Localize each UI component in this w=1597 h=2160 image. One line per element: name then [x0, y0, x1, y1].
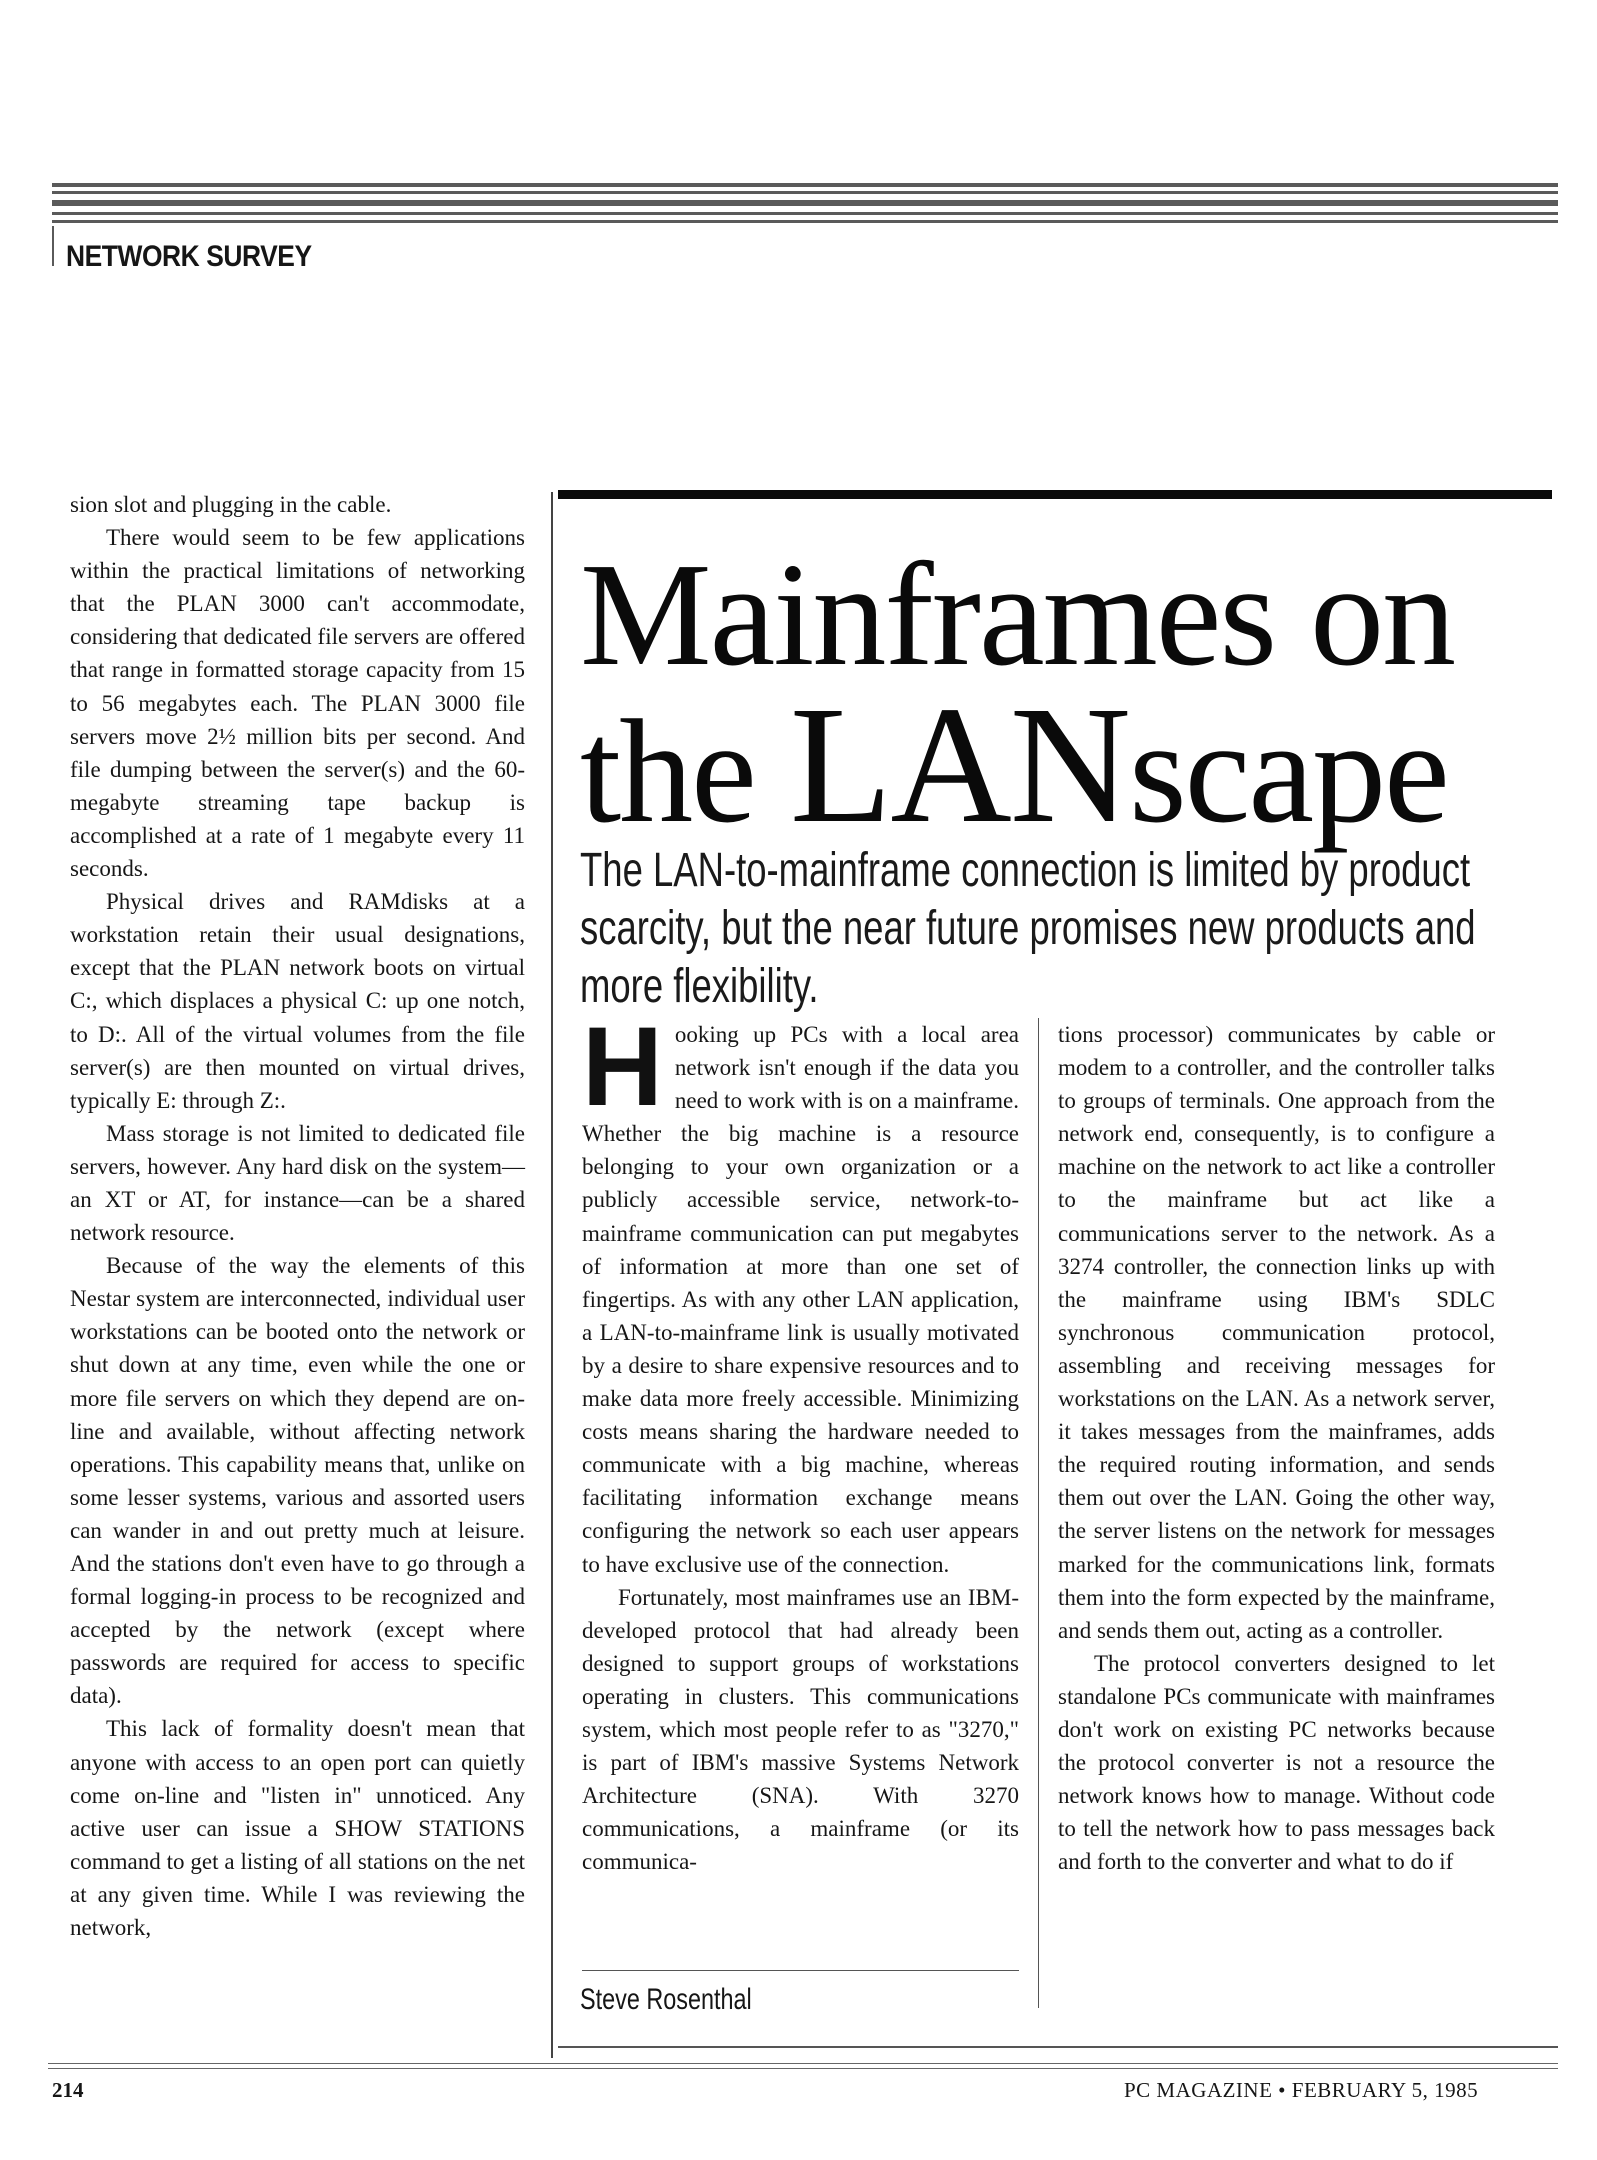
- footer-rule: [48, 2063, 1558, 2064]
- byline-rule: [582, 1970, 1019, 1971]
- middle-paragraph-1: [582, 1004, 1019, 1581]
- right-column: [1058, 1018, 1495, 1878]
- section-side-rule: [52, 226, 54, 266]
- headline-line-2c: scape: [1129, 690, 1448, 854]
- publication-footer: PC MAGAZINE • FEBRUARY 5, 1985: [1124, 2078, 1479, 2102]
- middle-paragraph-2: Fortunately, most mainframes use an IBM-developed protocol that had already been designed to support groups of workstations operating in clusters. This communications system, which most people refer to as "3270," is part of IBM's massive Systems Network Architecture (SNA). With 3270 communications, a mainframe (or its communica-: [582, 1584, 1019, 1875]
- left-paragraph: Mass storage is not limited to dedicated file servers, however. Any hard disk on the system—an XT or AT, for instance—can be a shared network resource.: [70, 1120, 525, 1246]
- headline: [580, 533, 1560, 858]
- masthead-rule-2: [52, 191, 1558, 194]
- left-paragraph: Because of the way the elements of this Nestar system are interconnected, individual user workstations can be booted onto the network or shut down at any time, even while the one or more file servers on which they depend are on-line and available, without affecting network operations. This capability means that, unlike on some lesser systems, various and assorted users can wander in and out pretty much at leisure. And the stations don't even have to go through a formal logging-in process to be recognized and accepted by the network (except where passwords are required for access to specific data).: [70, 1253, 525, 1709]
- middle-column: [582, 1004, 1019, 1878]
- right-paragraph: The protocol converters designed to let standalone PCs communicate with mainframes don't work on existing PC networks because the protocol converter is not a resource the network knows how to manage. Without code to tell the network how to pass messages back and forth to the converter and what to do if: [1058, 1650, 1495, 1875]
- left-paragraph: Physical drives and RAMdisks at a workstation retain their usual designations, except that the PLAN network boots on virtual C:, which displaces a physical C: up one notch, to D:. All of the virtual volumes from the file server(s) are then mounted on virtual drives, typically E: through Z:.: [70, 889, 525, 1113]
- footer-rule: [48, 2068, 1558, 2069]
- drop-cap: H: [582, 1004, 663, 1129]
- headline-line-2b: LAN: [789, 672, 1130, 858]
- byline: Steve Rosenthal: [580, 1983, 752, 2016]
- middle-paragraph-1-text: ooking up PCs with a local area network isn't enough if the data you need to work with is on a mainframe. Whether the big machine is a resource belonging to your own organization or a publicly accessible service, network-to-mainframe communication can put megabytes of information at more than one set of fingertips. As with any other LAN application, a LAN-to-mainframe link is usually motivated by a desire to share expensive resources and to make data more freely accessible. Minimizing costs means sharing the hardware needed to communicate with a big machine, whereas facilitating information exchange means configuring the network so each user appears to have exclusive use of the connection.: [582, 1022, 1019, 1577]
- left-column: [70, 488, 525, 1944]
- left-paragraph: sion slot and plugging in the cable.: [70, 492, 392, 517]
- masthead-rule-3: [52, 200, 1558, 206]
- left-paragraph: This lack of formality doesn't mean that anyone with access to an open port can quietly come on-line and "listen in" unnoticed. Any active user can issue a SHOW STATIONS command to get a listing of all stations on the net at any given time. While I was reviewing the network,: [70, 1716, 525, 1941]
- masthead-rule-5: [52, 220, 1558, 223]
- column-divider-left: [551, 492, 553, 2058]
- column-divider-mid: [1038, 1018, 1039, 2008]
- headline-line-2a: the: [580, 690, 790, 854]
- masthead-rule-4: [52, 212, 1558, 215]
- right-paragraph: tions processor) communicates by cable or modem to a controller, and the controller talks to groups of terminals. One approach from the network end, consequently, is to configure a machine on the network to act like a controller to the mainframe but act like a communications server to the network. As a 3274 controller, the connection links up with the mainframe using IBM's SDLC synchronous communication protocol, assembling and receiving messages for workstations on the LAN. As a network server, it takes messages from the mainframes, adds the required routing information, and sends them out over the LAN. Going the other way, the server listens on the network for messages marked for the communications link, formats them into the form expected by the mainframe, and sends them out, acting as a controller.: [1058, 1022, 1495, 1643]
- deck-subtitle: The LAN-to-mainframe connection is limited by product scarcity, but the near future promises new products and more flexibility.: [580, 844, 1476, 1013]
- headline-line-1: Mainframes on: [580, 533, 1455, 697]
- page-number: 214: [52, 2078, 84, 2102]
- feature-bottom-rule: [558, 2046, 1558, 2048]
- left-paragraph: There would seem to be few applications within the practical limitations of networking that the PLAN 3000 can't accommodate, considering that dedicated file servers are offered that range in formatted storage capacity from 15 to 56 megabytes each. The PLAN 3000 file servers move 2½ million bits per second. And file dumping between the server(s) and the 60-megabyte streaming tape backup is accomplished at a rate of 1 megabyte every 11 seconds.: [70, 525, 525, 882]
- section-heading: NETWORK SURVEY: [66, 240, 312, 273]
- feature-top-bar: [558, 490, 1552, 499]
- masthead-rule-1: [52, 183, 1558, 187]
